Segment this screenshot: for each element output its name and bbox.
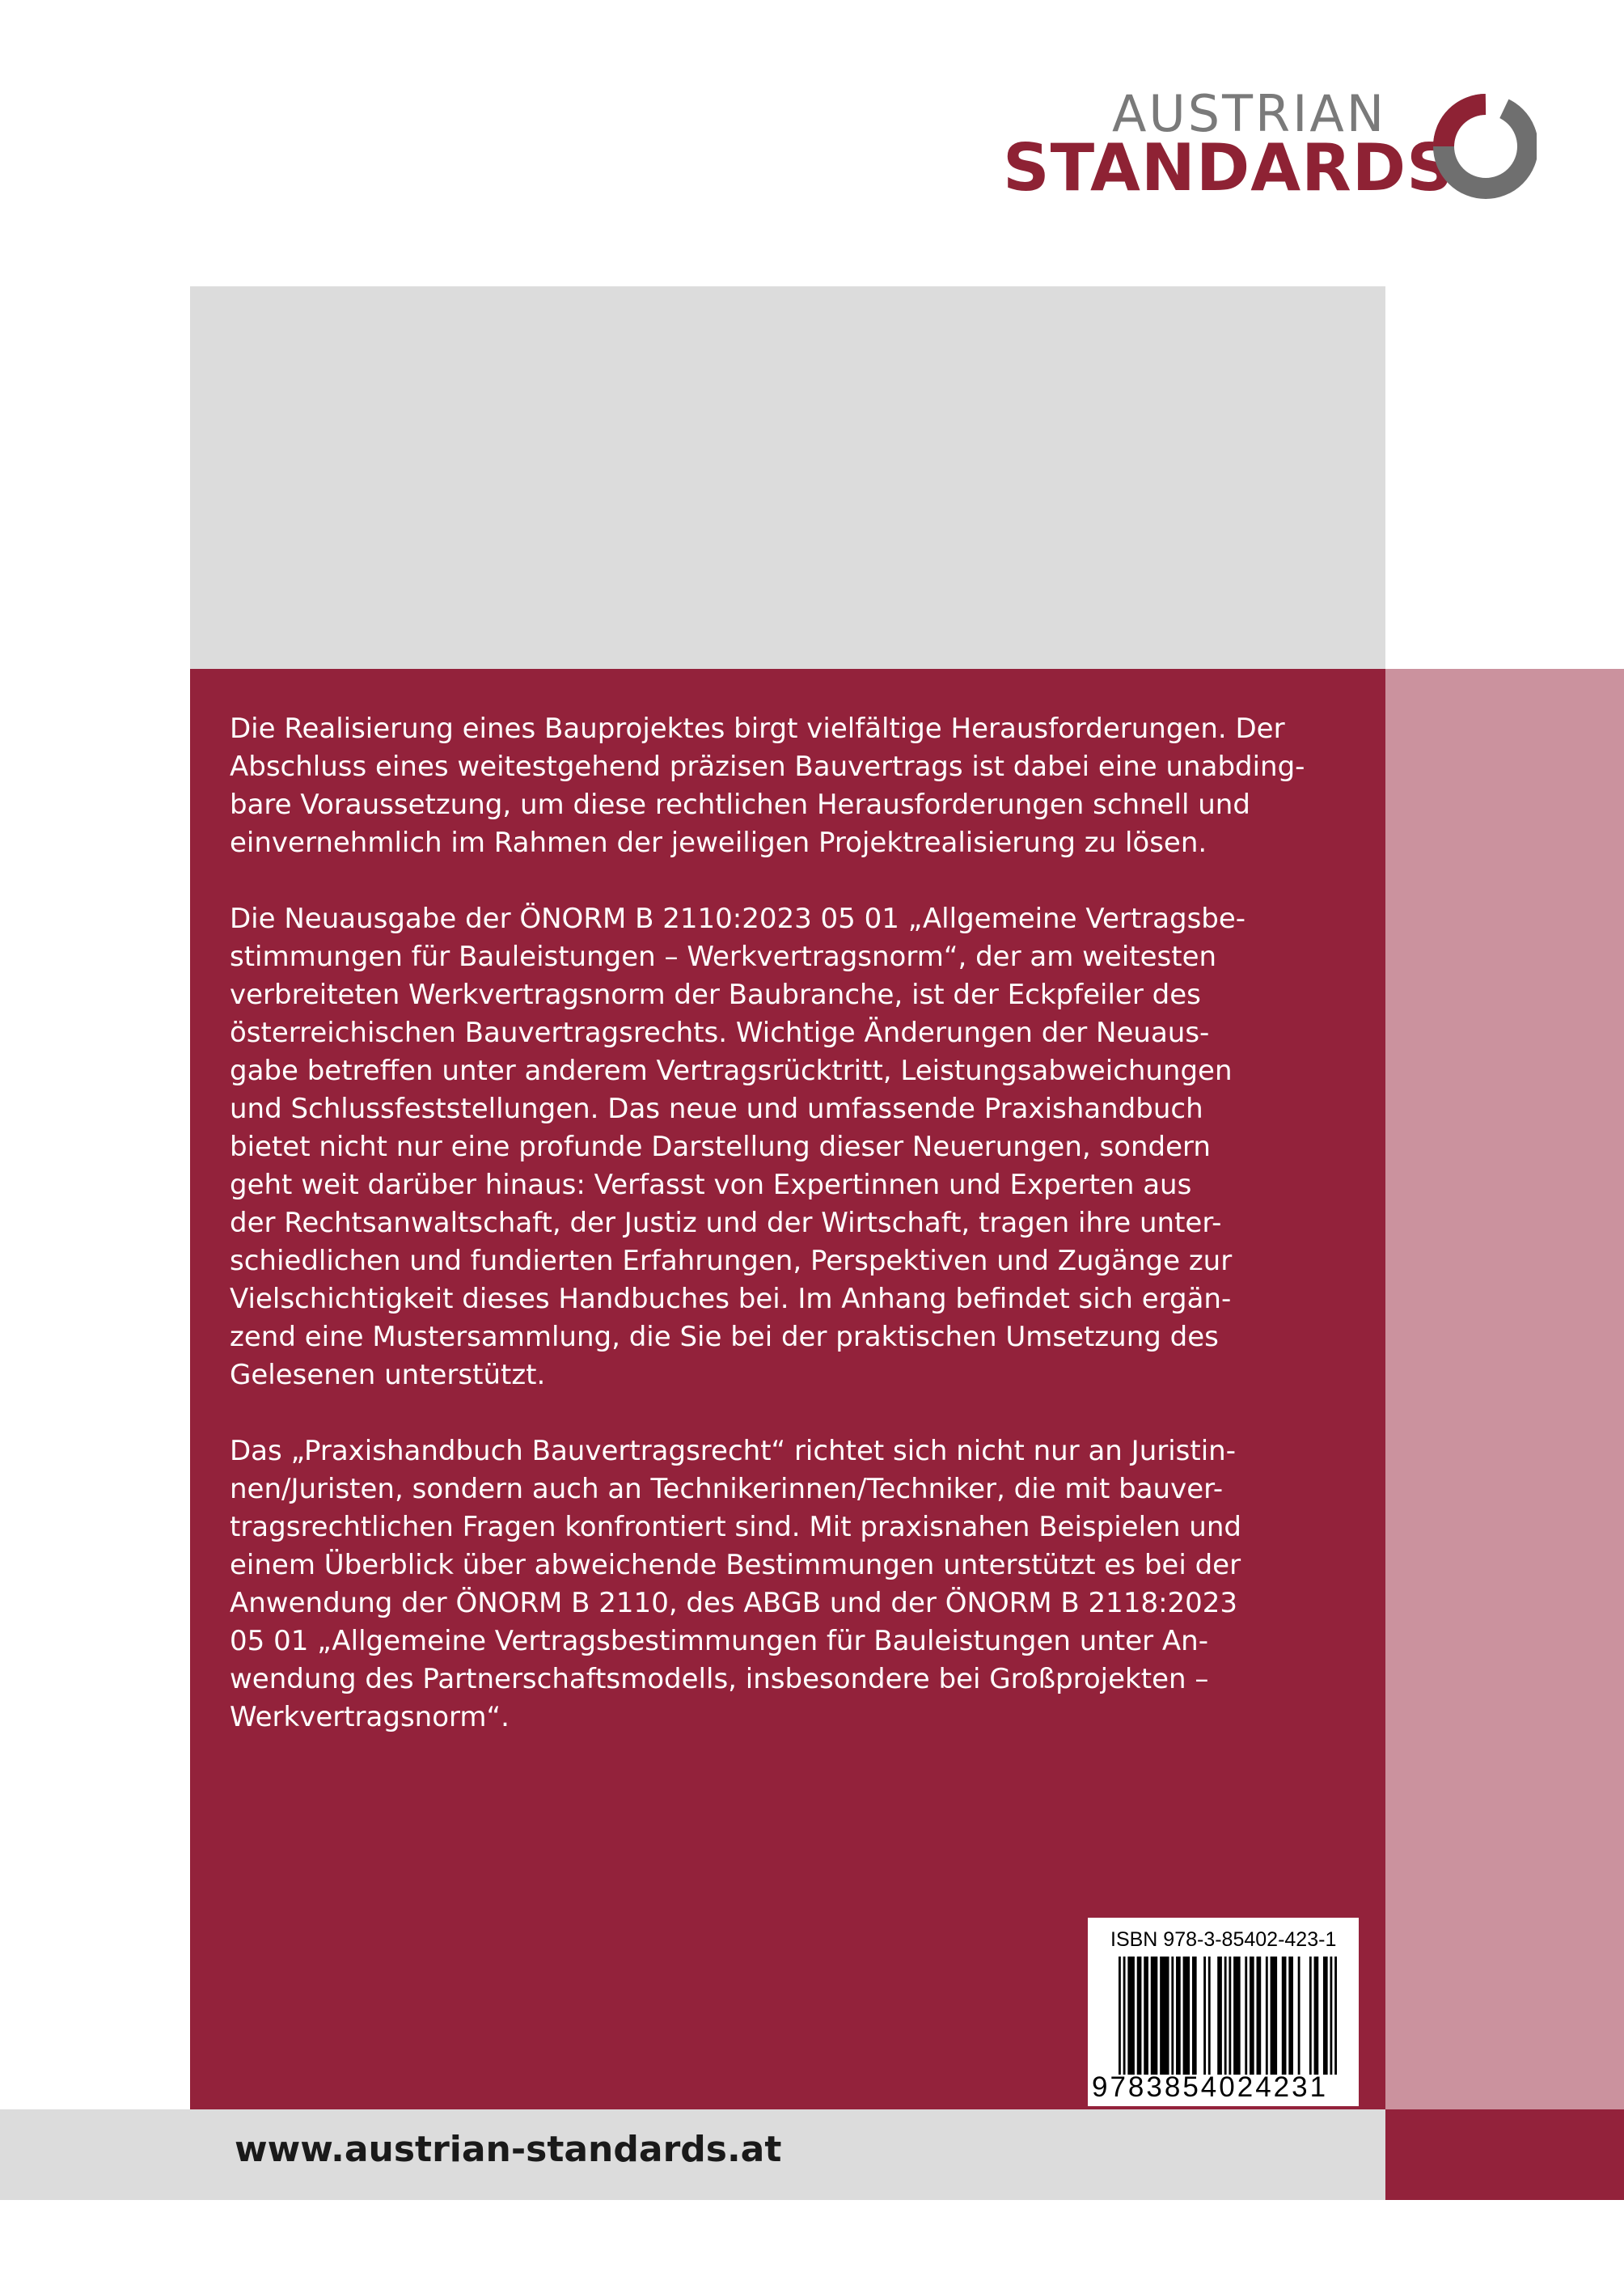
text-line: verbreiteten Werkvertragsnorm der Baubranche, ist der Eckpfeiler des bbox=[230, 979, 1201, 1011]
text-line: und Schlussfeststellungen. Das neue und umfassende Praxishandbuch bbox=[230, 1093, 1203, 1125]
paragraph-praxishandbuch bbox=[230, 1432, 1370, 1737]
text-line: schiedlichen und fundierten Erfahrungen, Perspektiven und Zugänge zur bbox=[230, 1245, 1233, 1277]
text-line: nen/Juristen, sondern auch an Technikerinnen/Techniker, die mit bauver- bbox=[230, 1473, 1224, 1505]
barcode-bar bbox=[1298, 1957, 1300, 2075]
footer-accent bbox=[1385, 2109, 1624, 2200]
side-accent-strip bbox=[1385, 669, 1624, 2109]
barcode-bar bbox=[1266, 1957, 1268, 2075]
barcode-bar bbox=[1229, 1957, 1231, 2075]
barcode-bar bbox=[1233, 1957, 1241, 2075]
barcode-bar bbox=[1334, 1957, 1337, 2075]
barcode-bar bbox=[1257, 1957, 1262, 2075]
paragraph-intro bbox=[230, 710, 1370, 862]
barcode-bar bbox=[1224, 1957, 1227, 2075]
barcode-bar bbox=[1208, 1957, 1211, 2075]
isbn-digits: 9783854024231 bbox=[1092, 2071, 1329, 2103]
barcode-bar bbox=[1137, 1957, 1142, 2075]
back-cover-text bbox=[230, 710, 1370, 1775]
barcode-bar bbox=[1309, 1957, 1312, 2075]
text-line: Anwendung der ÖNORM B 2110, des ABGB und der ÖNORM B 2118:2023 bbox=[230, 1587, 1238, 1619]
text-line: gabe betreffen unter anderem Vertragsrücktritt, Leistungsabweichungen bbox=[230, 1055, 1233, 1087]
text-line: Abschluss eines weitestgehend präzisen Bauvertrags ist dabei eine unabding- bbox=[230, 751, 1305, 783]
barcode-bar bbox=[1123, 1957, 1126, 2075]
text-line: wendung des Partnerschaftsmodells, insbesondere bei Großprojekten – bbox=[230, 1663, 1209, 1695]
barcode-bar bbox=[1288, 1957, 1293, 2075]
barcode-bar bbox=[1183, 1957, 1191, 2075]
text-line: Die Neuausgabe der ÖNORM B 2110:2023 05 01 „Allgemeine Vertragsbe- bbox=[230, 903, 1246, 935]
text-line: Werkvertragsnorm“. bbox=[230, 1701, 510, 1733]
logo-text-austrian: AUSTRIAN bbox=[1112, 84, 1387, 143]
austrian-standards-ring-icon bbox=[1427, 84, 1537, 201]
barcode-bar bbox=[1330, 1957, 1332, 2075]
barcode-bar bbox=[1192, 1957, 1197, 2075]
barcode-bar bbox=[1323, 1957, 1328, 2075]
website-link[interactable]: www.austrian-standards.at bbox=[235, 2129, 782, 2170]
text-line: Die Realisierung eines Bauprojektes birgt vielfältige Herausforderungen. Der bbox=[230, 713, 1285, 745]
barcode-bar bbox=[1271, 1957, 1278, 2075]
barcode-bar bbox=[1160, 1957, 1169, 2075]
text-line: bietet nicht nur eine profunde Darstellung dieser Neuerungen, sondern bbox=[230, 1131, 1211, 1163]
text-line: geht weit darüber hinaus: Verfasst von Expertinnen und Experten aus bbox=[230, 1169, 1192, 1201]
text-line: der Rechtsanwaltschaft, der Justiz und der Wirtschaft, tragen ihre unter- bbox=[230, 1207, 1222, 1239]
barcode-bar bbox=[1119, 1957, 1121, 2075]
barcode-bar bbox=[1176, 1957, 1181, 2075]
barcode-bar bbox=[1171, 1957, 1174, 2075]
barcode-bar bbox=[1127, 1957, 1135, 2075]
text-line: tragsrechtlichen Fragen konfrontiert sind. Mit praxisnahen Beispielen und bbox=[230, 1511, 1241, 1543]
barcode-bar bbox=[1245, 1957, 1247, 2075]
text-line: einvernehmlich im Rahmen der jeweiligen Projektrealisierung zu lösen. bbox=[230, 827, 1207, 859]
isbn-label: ISBN 978-3-85402-423-1 bbox=[1110, 1928, 1337, 1951]
text-line: Vielschichtigkeit dieses Handbuches bei. Im Anhang befindet sich ergän- bbox=[230, 1283, 1232, 1315]
paragraph-neuausgabe bbox=[230, 900, 1370, 1394]
text-line: stimmungen für Bauleistungen – Werkvertragsnorm“, der am weitesten bbox=[230, 941, 1217, 973]
barcode-icon bbox=[1119, 1957, 1337, 2075]
text-line: zend eine Mustersammlung, die Sie bei der praktischen Umsetzung des bbox=[230, 1321, 1219, 1353]
text-line: bare Voraussetzung, um diese rechtlichen Herausforderungen schnell und bbox=[230, 789, 1250, 821]
austrian-standards-logo bbox=[1003, 84, 1537, 205]
text-line: Gelesenen unterstützt. bbox=[230, 1359, 546, 1391]
text-line: einem Überblick über abweichende Bestimmungen unterstützt es bei der bbox=[230, 1549, 1241, 1581]
text-line: österreichischen Bauvertragsrechts. Wichtige Änderungen der Neuaus- bbox=[230, 1017, 1210, 1049]
barcode-bar bbox=[1314, 1957, 1319, 2075]
image-placeholder-area bbox=[190, 286, 1385, 669]
text-line: 05 01 „Allgemeine Vertragsbestimmungen für Bauleistungen unter An- bbox=[230, 1625, 1208, 1657]
barcode-bar bbox=[1144, 1957, 1148, 2075]
logo-text-standards: STANDARDS bbox=[1003, 130, 1454, 205]
barcode-bar bbox=[1151, 1957, 1158, 2075]
barcode-bar bbox=[1282, 1957, 1287, 2075]
barcode-bar bbox=[1250, 1957, 1254, 2075]
isbn-barcode-box bbox=[1088, 1918, 1359, 2106]
barcode-bar bbox=[1203, 1957, 1206, 2075]
text-line: Das „Praxishandbuch Bauvertragsrecht“ richtet sich nicht nur an Juristin- bbox=[230, 1435, 1236, 1467]
barcode-bar bbox=[1217, 1957, 1222, 2075]
